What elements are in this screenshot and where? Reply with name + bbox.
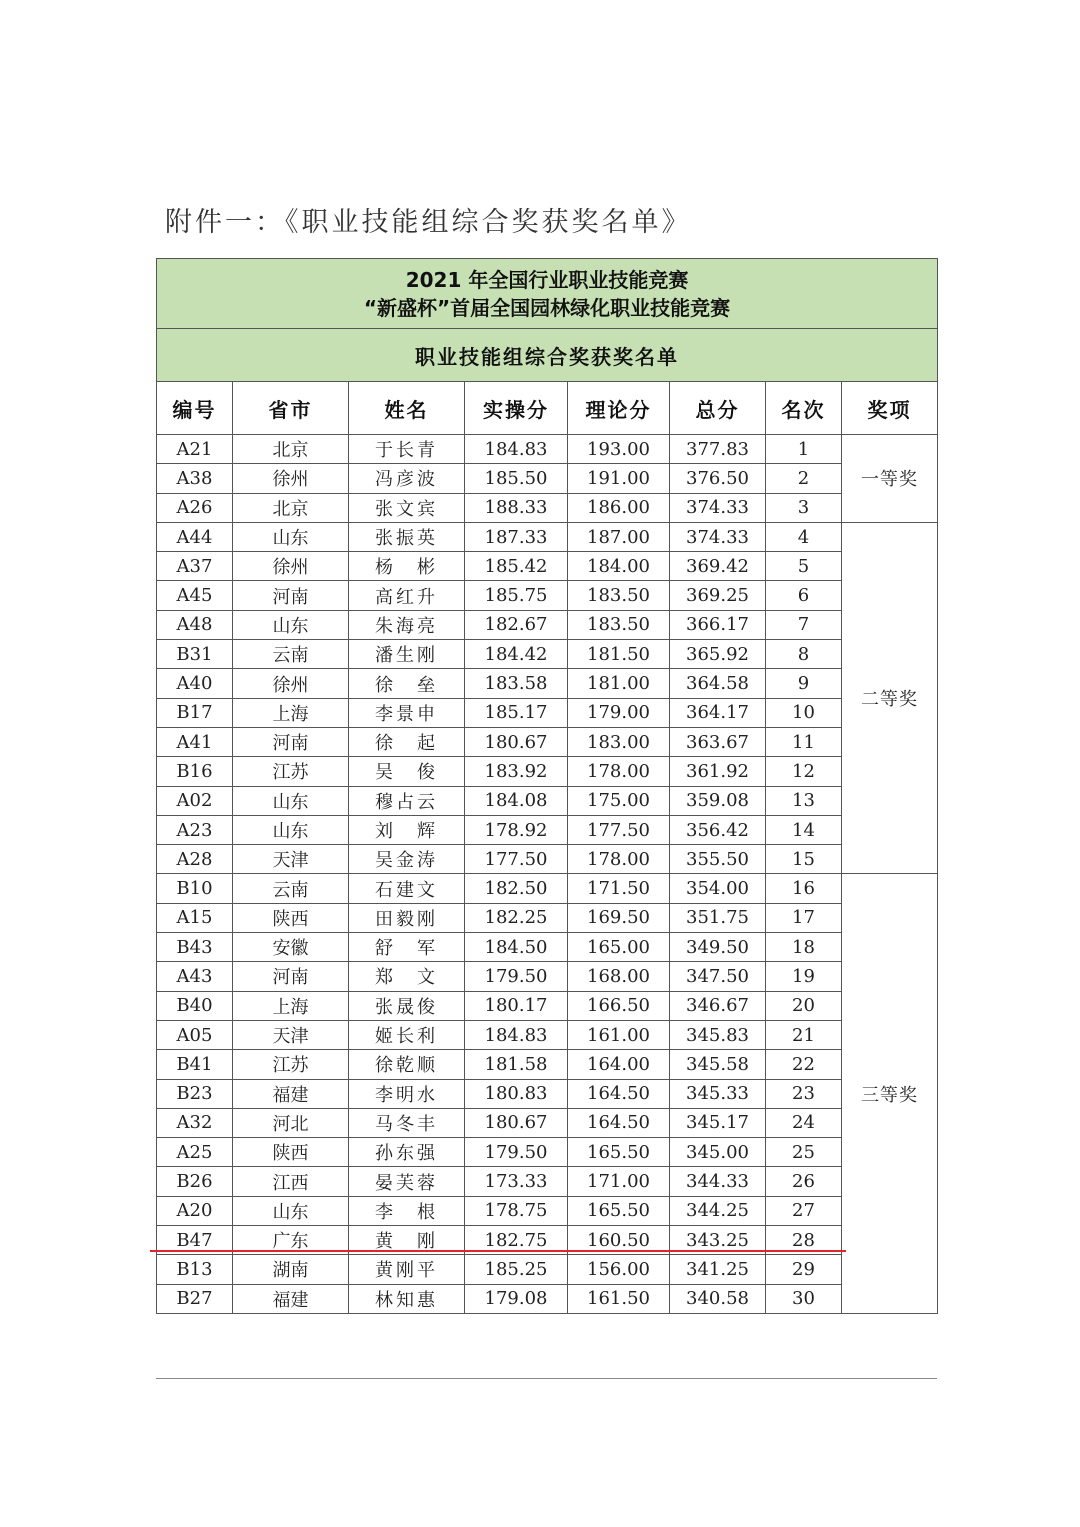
cell-name: 冯彦波	[349, 464, 465, 493]
cell-theory-score: 156.00	[568, 1255, 670, 1284]
cell-theory-score: 186.00	[568, 493, 670, 522]
cell-prize: 三等奖	[842, 874, 938, 1313]
cell-id: A44	[157, 522, 233, 551]
table-row	[157, 435, 938, 464]
cell-province: 徐州	[233, 552, 349, 581]
cell-id: B16	[157, 757, 233, 786]
cell-total-score: 345.00	[670, 1138, 766, 1167]
cell-rank: 4	[766, 522, 842, 551]
cell-id: A15	[157, 903, 233, 932]
cell-name: 徐 起	[349, 727, 465, 756]
cell-rank: 14	[766, 815, 842, 844]
cell-rank: 8	[766, 640, 842, 669]
cell-theory-score: 164.50	[568, 1108, 670, 1137]
cell-theory-score: 161.50	[568, 1284, 670, 1313]
cell-province: 河南	[233, 727, 349, 756]
cell-theory-score: 183.50	[568, 610, 670, 639]
cell-name: 田毅刚	[349, 903, 465, 932]
cell-province: 河南	[233, 962, 349, 991]
cell-name: 姬长利	[349, 1020, 465, 1049]
cell-total-score: 365.92	[670, 640, 766, 669]
cell-province: 上海	[233, 698, 349, 727]
table-row	[157, 962, 938, 991]
cell-theory-score: 165.50	[568, 1138, 670, 1167]
table-row	[157, 464, 938, 493]
col-header-id: 编号	[157, 382, 233, 435]
cell-prize: 二等奖	[842, 522, 938, 874]
cell-province: 天津	[233, 1020, 349, 1049]
cell-name: 张晟俊	[349, 991, 465, 1020]
table-row	[157, 786, 938, 815]
cell-total-score: 341.25	[670, 1255, 766, 1284]
cell-theory-score: 168.00	[568, 962, 670, 991]
cell-theory-score: 187.00	[568, 522, 670, 551]
cell-province: 天津	[233, 845, 349, 874]
cell-total-score: 345.83	[670, 1020, 766, 1049]
cell-province: 徐州	[233, 464, 349, 493]
cell-rank: 20	[766, 991, 842, 1020]
cell-total-score: 344.25	[670, 1196, 766, 1225]
cell-rank: 13	[766, 786, 842, 815]
cell-province: 云南	[233, 640, 349, 669]
cell-id: B26	[157, 1167, 233, 1196]
cell-name: 李景申	[349, 698, 465, 727]
cell-id: A41	[157, 727, 233, 756]
cell-name: 黄刚平	[349, 1255, 465, 1284]
cell-id: A40	[157, 669, 233, 698]
cell-name: 郑 文	[349, 962, 465, 991]
cell-name: 舒 军	[349, 933, 465, 962]
cell-practical-score: 179.50	[465, 962, 568, 991]
cell-id: A02	[157, 786, 233, 815]
cell-rank: 10	[766, 698, 842, 727]
cell-id: B13	[157, 1255, 233, 1284]
cell-name: 徐 垒	[349, 669, 465, 698]
cell-name: 孙东强	[349, 1138, 465, 1167]
cell-rank: 7	[766, 610, 842, 639]
cell-rank: 18	[766, 933, 842, 962]
cell-theory-score: 178.00	[568, 845, 670, 874]
cell-practical-score: 185.17	[465, 698, 568, 727]
col-header-province: 省市	[233, 382, 349, 435]
cell-practical-score: 184.08	[465, 786, 568, 815]
column-header-row	[157, 382, 938, 435]
table-row	[157, 757, 938, 786]
cell-rank: 3	[766, 493, 842, 522]
cell-province: 江苏	[233, 757, 349, 786]
table-row	[157, 815, 938, 844]
cell-total-score: 343.25	[670, 1226, 766, 1255]
cell-practical-score: 184.83	[465, 1020, 568, 1049]
cell-practical-score: 187.33	[465, 522, 568, 551]
cell-province: 陕西	[233, 1138, 349, 1167]
cell-name: 吴 俊	[349, 757, 465, 786]
cell-practical-score: 185.42	[465, 552, 568, 581]
cell-province: 江西	[233, 1167, 349, 1196]
cell-id: A45	[157, 581, 233, 610]
cell-id: B27	[157, 1284, 233, 1313]
cell-practical-score: 179.50	[465, 1138, 568, 1167]
cell-total-score: 369.42	[670, 552, 766, 581]
cell-practical-score: 184.42	[465, 640, 568, 669]
table-row	[157, 669, 938, 698]
cell-id: A26	[157, 493, 233, 522]
cell-rank: 23	[766, 1079, 842, 1108]
cell-name: 杨 彬	[349, 552, 465, 581]
cell-total-score: 346.67	[670, 991, 766, 1020]
col-header-rank: 名次	[766, 382, 842, 435]
cell-id: B40	[157, 991, 233, 1020]
cell-id: A32	[157, 1108, 233, 1137]
cell-province: 北京	[233, 435, 349, 464]
cell-id: B10	[157, 874, 233, 903]
cell-name: 李明水	[349, 1079, 465, 1108]
cell-name: 朱海亮	[349, 610, 465, 639]
cell-province: 山东	[233, 786, 349, 815]
cell-rank: 28	[766, 1226, 842, 1255]
cell-id: A20	[157, 1196, 233, 1225]
cell-rank: 19	[766, 962, 842, 991]
cell-theory-score: 193.00	[568, 435, 670, 464]
cell-theory-score: 165.00	[568, 933, 670, 962]
cell-rank: 17	[766, 903, 842, 932]
cell-province: 广东	[233, 1226, 349, 1255]
table-row	[157, 1284, 938, 1313]
table-row	[157, 991, 938, 1020]
cell-id: A43	[157, 962, 233, 991]
cell-practical-score: 184.83	[465, 435, 568, 464]
cell-theory-score: 169.50	[568, 903, 670, 932]
cell-practical-score: 182.75	[465, 1226, 568, 1255]
cell-rank: 11	[766, 727, 842, 756]
cell-total-score: 354.00	[670, 874, 766, 903]
cell-practical-score: 182.67	[465, 610, 568, 639]
cell-id: A23	[157, 815, 233, 844]
cell-rank: 30	[766, 1284, 842, 1313]
cell-rank: 27	[766, 1196, 842, 1225]
cell-rank: 21	[766, 1020, 842, 1049]
cell-theory-score: 160.50	[568, 1226, 670, 1255]
cell-name: 李 根	[349, 1196, 465, 1225]
col-header-theory-score: 理论分	[568, 382, 670, 435]
cell-practical-score: 180.83	[465, 1079, 568, 1108]
cell-total-score: 364.58	[670, 669, 766, 698]
cell-rank: 16	[766, 874, 842, 903]
attachment-title: 附件一：《职业技能组综合奖获奖名单》	[165, 207, 692, 238]
cell-province: 陕西	[233, 903, 349, 932]
col-header-practical-score: 实操分	[465, 382, 568, 435]
cell-total-score: 345.33	[670, 1079, 766, 1108]
cell-rank: 15	[766, 845, 842, 874]
cell-theory-score: 183.00	[568, 727, 670, 756]
table-row	[157, 1108, 938, 1137]
cell-name: 高红升	[349, 581, 465, 610]
cutoff-underline	[150, 1250, 846, 1252]
cell-id: A28	[157, 845, 233, 874]
cell-total-score: 347.50	[670, 962, 766, 991]
cell-total-score: 369.25	[670, 581, 766, 610]
cell-practical-score: 179.08	[465, 1284, 568, 1313]
cell-name: 刘 辉	[349, 815, 465, 844]
cell-theory-score: 171.00	[568, 1167, 670, 1196]
cell-total-score: 366.17	[670, 610, 766, 639]
cell-practical-score: 180.67	[465, 727, 568, 756]
cell-rank: 25	[766, 1138, 842, 1167]
table-row	[157, 581, 938, 610]
footer-divider	[156, 1378, 937, 1379]
cell-name: 徐乾顺	[349, 1050, 465, 1079]
cell-province: 上海	[233, 991, 349, 1020]
cell-theory-score: 161.00	[568, 1020, 670, 1049]
cell-province: 北京	[233, 493, 349, 522]
col-header-total-score: 总分	[670, 382, 766, 435]
cell-theory-score: 179.00	[568, 698, 670, 727]
cell-theory-score: 165.50	[568, 1196, 670, 1225]
table-row	[157, 1196, 938, 1225]
cell-rank: 1	[766, 435, 842, 464]
cell-practical-score: 184.50	[465, 933, 568, 962]
cell-theory-score: 175.00	[568, 786, 670, 815]
cell-name: 林知惠	[349, 1284, 465, 1313]
cell-province: 福建	[233, 1079, 349, 1108]
cell-total-score: 364.17	[670, 698, 766, 727]
cell-id: B41	[157, 1050, 233, 1079]
table-row	[157, 933, 938, 962]
cell-practical-score: 173.33	[465, 1167, 568, 1196]
cell-rank: 24	[766, 1108, 842, 1137]
col-header-name: 姓名	[349, 382, 465, 435]
cell-theory-score: 164.00	[568, 1050, 670, 1079]
cell-total-score: 359.08	[670, 786, 766, 815]
cell-rank: 22	[766, 1050, 842, 1079]
cell-id: A38	[157, 464, 233, 493]
cell-name: 张振英	[349, 522, 465, 551]
table-row	[157, 698, 938, 727]
table-row	[157, 727, 938, 756]
cell-theory-score: 171.50	[568, 874, 670, 903]
cell-rank: 9	[766, 669, 842, 698]
cell-total-score: 345.58	[670, 1050, 766, 1079]
cell-province: 湖南	[233, 1255, 349, 1284]
cell-theory-score: 166.50	[568, 991, 670, 1020]
cell-id: A48	[157, 610, 233, 639]
cell-practical-score: 178.75	[465, 1196, 568, 1225]
cell-practical-score: 183.58	[465, 669, 568, 698]
cell-province: 山东	[233, 1196, 349, 1225]
cell-rank: 29	[766, 1255, 842, 1284]
cell-province: 河南	[233, 581, 349, 610]
cell-total-score: 361.92	[670, 757, 766, 786]
cell-province: 云南	[233, 874, 349, 903]
cell-name: 马冬丰	[349, 1108, 465, 1137]
cell-practical-score: 177.50	[465, 845, 568, 874]
cell-practical-score: 182.25	[465, 903, 568, 932]
cell-name: 石建文	[349, 874, 465, 903]
cell-prize: 一等奖	[842, 435, 938, 523]
cell-total-score: 374.33	[670, 522, 766, 551]
cell-total-score: 349.50	[670, 933, 766, 962]
cell-id: B17	[157, 698, 233, 727]
cell-province: 安徽	[233, 933, 349, 962]
cell-total-score: 355.50	[670, 845, 766, 874]
table-row	[157, 903, 938, 932]
cell-theory-score: 184.00	[568, 552, 670, 581]
competition-title-line2: “新盛杯”首届全国园林绿化职业技能竞赛	[363, 295, 731, 320]
cell-theory-score: 177.50	[568, 815, 670, 844]
cell-name: 晏芙蓉	[349, 1167, 465, 1196]
cell-rank: 2	[766, 464, 842, 493]
cell-name: 吴金涛	[349, 845, 465, 874]
cell-id: B43	[157, 933, 233, 962]
cell-practical-score: 178.92	[465, 815, 568, 844]
table-row	[157, 845, 938, 874]
cell-rank: 6	[766, 581, 842, 610]
table-row	[157, 1020, 938, 1049]
table-row	[157, 493, 938, 522]
cell-rank: 5	[766, 552, 842, 581]
cell-total-score: 344.33	[670, 1167, 766, 1196]
table-row	[157, 1138, 938, 1167]
cell-total-score: 377.83	[670, 435, 766, 464]
cell-total-score: 374.33	[670, 493, 766, 522]
cell-practical-score: 185.75	[465, 581, 568, 610]
table-row	[157, 1255, 938, 1284]
table-row	[157, 522, 938, 551]
cell-name: 黄 刚	[349, 1226, 465, 1255]
cell-province: 山东	[233, 610, 349, 639]
cell-name: 潘生刚	[349, 640, 465, 669]
cell-total-score: 376.50	[670, 464, 766, 493]
cell-rank: 26	[766, 1167, 842, 1196]
cell-name: 穆占云	[349, 786, 465, 815]
cell-theory-score: 181.00	[568, 669, 670, 698]
cell-theory-score: 181.50	[568, 640, 670, 669]
cell-id: B47	[157, 1226, 233, 1255]
table-subtitle: 职业技能组综合奖获奖名单	[157, 329, 938, 382]
table-row	[157, 610, 938, 639]
cell-province: 江苏	[233, 1050, 349, 1079]
competition-title	[157, 259, 938, 329]
cell-total-score: 351.75	[670, 903, 766, 932]
cell-id: A37	[157, 552, 233, 581]
table-row	[157, 1167, 938, 1196]
cell-total-score: 340.58	[670, 1284, 766, 1313]
cell-id: B31	[157, 640, 233, 669]
table-body	[157, 435, 938, 1314]
cell-theory-score: 191.00	[568, 464, 670, 493]
cell-name: 张文宾	[349, 493, 465, 522]
cell-practical-score: 185.50	[465, 464, 568, 493]
cell-total-score: 363.67	[670, 727, 766, 756]
cell-practical-score: 182.50	[465, 874, 568, 903]
cell-name: 于长青	[349, 435, 465, 464]
cell-rank: 12	[766, 757, 842, 786]
cell-province: 福建	[233, 1284, 349, 1313]
cell-province: 河北	[233, 1108, 349, 1137]
cell-theory-score: 164.50	[568, 1079, 670, 1108]
cell-practical-score: 188.33	[465, 493, 568, 522]
cell-practical-score: 180.17	[465, 991, 568, 1020]
award-table	[156, 258, 938, 1314]
cell-practical-score: 183.92	[465, 757, 568, 786]
cell-id: A25	[157, 1138, 233, 1167]
table-row	[157, 1050, 938, 1079]
cell-province: 徐州	[233, 669, 349, 698]
competition-title-line1: 2021 年全国行业职业技能竞赛	[405, 267, 689, 292]
col-header-prize: 奖项	[842, 382, 938, 435]
cell-practical-score: 181.58	[465, 1050, 568, 1079]
cell-total-score: 345.17	[670, 1108, 766, 1137]
table-row	[157, 552, 938, 581]
cell-province: 山东	[233, 522, 349, 551]
cell-theory-score: 183.50	[568, 581, 670, 610]
cell-id: A21	[157, 435, 233, 464]
table-row	[157, 1079, 938, 1108]
cell-theory-score: 178.00	[568, 757, 670, 786]
cell-id: B23	[157, 1079, 233, 1108]
cell-id: A05	[157, 1020, 233, 1049]
table-row	[157, 874, 938, 903]
cell-practical-score: 185.25	[465, 1255, 568, 1284]
table-row	[157, 640, 938, 669]
cell-practical-score: 180.67	[465, 1108, 568, 1137]
cell-province: 山东	[233, 815, 349, 844]
cell-total-score: 356.42	[670, 815, 766, 844]
